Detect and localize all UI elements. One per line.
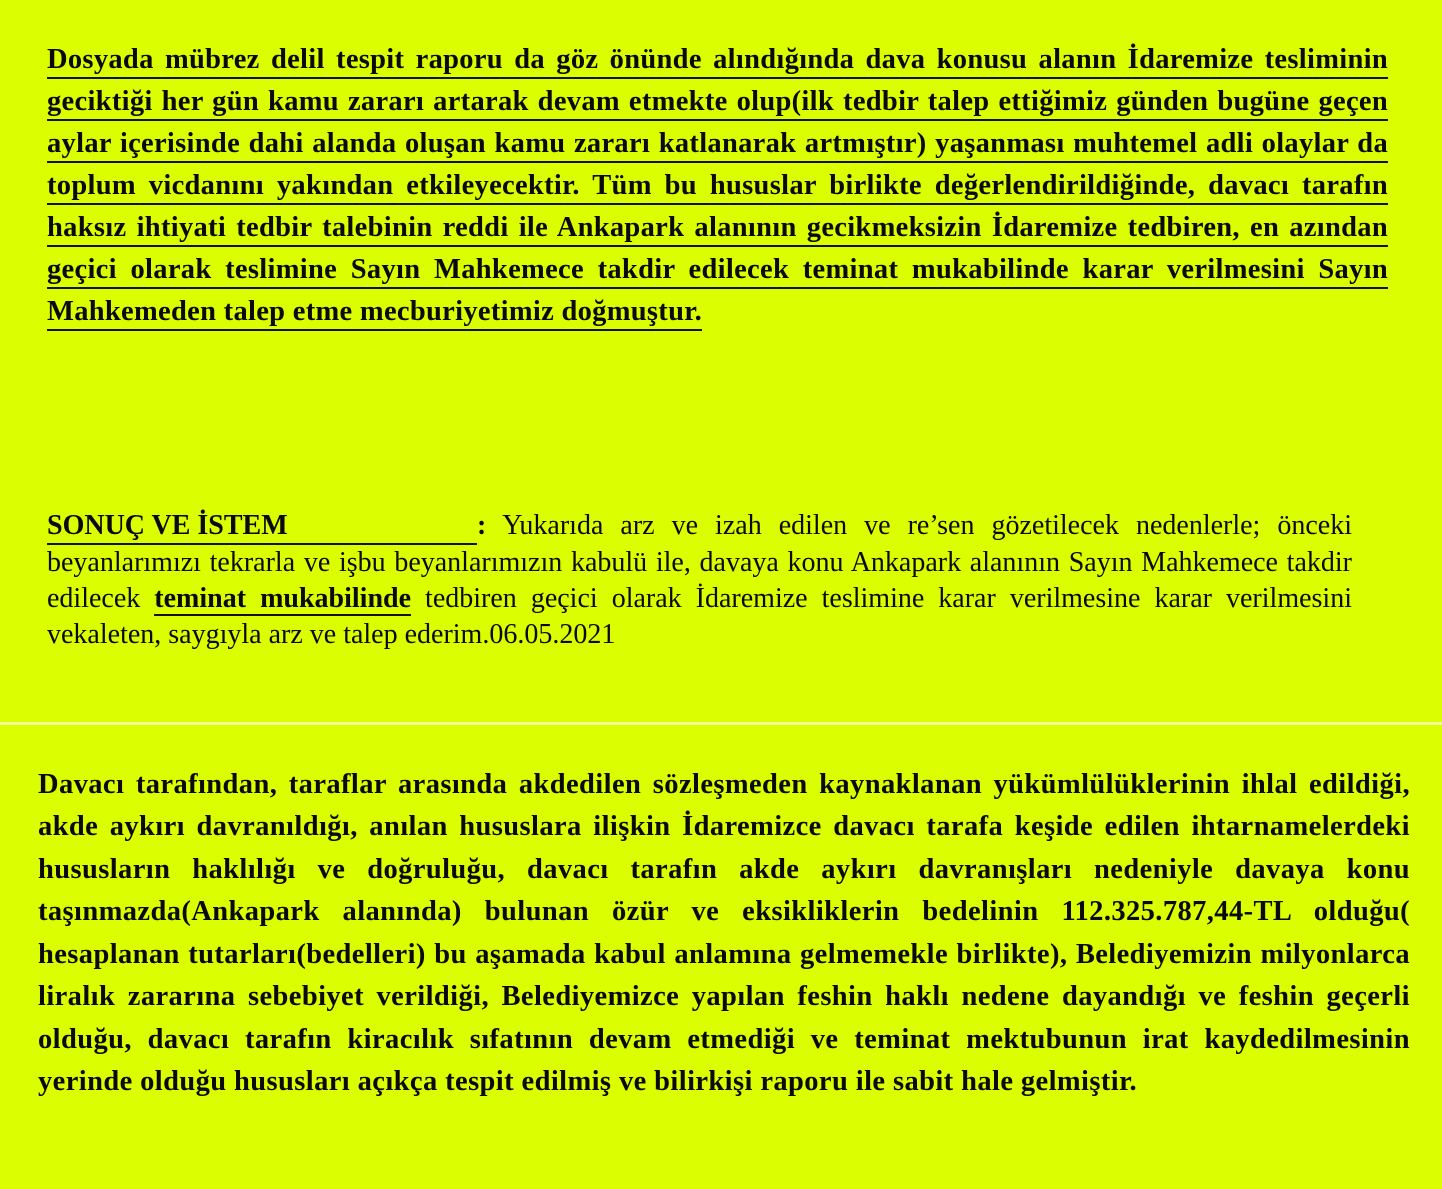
- conclusion-heading: SONUÇ VE İSTEM: [47, 509, 477, 545]
- lower-document-excerpt: [0, 725, 1442, 1189]
- paragraph-findings: Davacı tarafından, taraflar arasında akdedilen sözleşmeden kaynaklanan yükümlülüklerinin ihlal edildiği, akde aykırı davranıldığı, anılan hususlara ilişkin İdaremizce davacı tarafa keşide edilen ihtarnamelerdeki hususların haklılığı ve doğruluğu, davacı tarafın akde aykırı davranışları nedeniyle davaya konu taşınmazda(Ankapark alanında) bulunan özür ve eksikliklerin bedelinin 112.325.787,44-TL olduğu( hesaplanan tutarları(bedelleri) bu aşamada kabul anlamına gelmemekle birlikte), Belediyemizin milyonlarca liralık zararına sebebiyet verildiği, Belediyemizce yapılan feshin haklı nedene dayandığı ve feshin geçerli olduğu, davacı tarafın kiracılık sıfatının devam etmediği ve teminat mektubunun irat kaydedilmesinin yerinde olduğu hususları açıkça tespit edilmiş ve bilirkişi raporu ile sabit hale gelmiştir.: [38, 768, 1410, 1097]
- conclusion-separator: :: [477, 510, 487, 541]
- conclusion-and-request: [47, 508, 1352, 653]
- conclusion-text-before: Yukarıda arz ve izah edilen ve re’sen gözetilecek nedenlerle; önceki beyanlarımızı tekrarla ve işbu beyanlarımızın kabulü ile, davaya konu Ankapark alanının Sayın Mahkemece takdir edilecek: [47, 510, 1352, 614]
- underlined-text: Dosyada mübrez delil tespit raporu da göz önünde alındığında dava konusu alanın İdaremize tesliminin geciktiği her gün kamu zararı artarak devam etmekte olup(ilk tedbir talep ettiğimiz günden bugüne geçen aylar içerisinde dahi alanda oluşan kamu zararı katlanarak artmıştır) yaşanması muhtemel adli olaylar da toplum vicdanını yakından etkileyecektir. Tüm bu hususlar birlikte değerlendirildiğinde, davacı tarafın haksız ihtiyati tedbir talebinin reddi ile Ankapark alanının gecikmeksizin İdaremize tedbiren, en azından geçici olarak teslimine Sayın Mahkemece takdir edilecek teminat mukabilinde karar verilmesini Sayın Mahkemeden talep etme mecburiyetimiz doğmuştur.: [47, 44, 1388, 331]
- conclusion-text-after: tedbiren geçici olarak İdaremize teslimine karar verilmesine karar verilmesini vekaleten, saygıyla arz ve talep ederim.06.05.2021: [47, 583, 1352, 650]
- paragraph-underlined-request: [47, 39, 1388, 333]
- conclusion-emphasis: teminat mukabilinde: [154, 583, 412, 614]
